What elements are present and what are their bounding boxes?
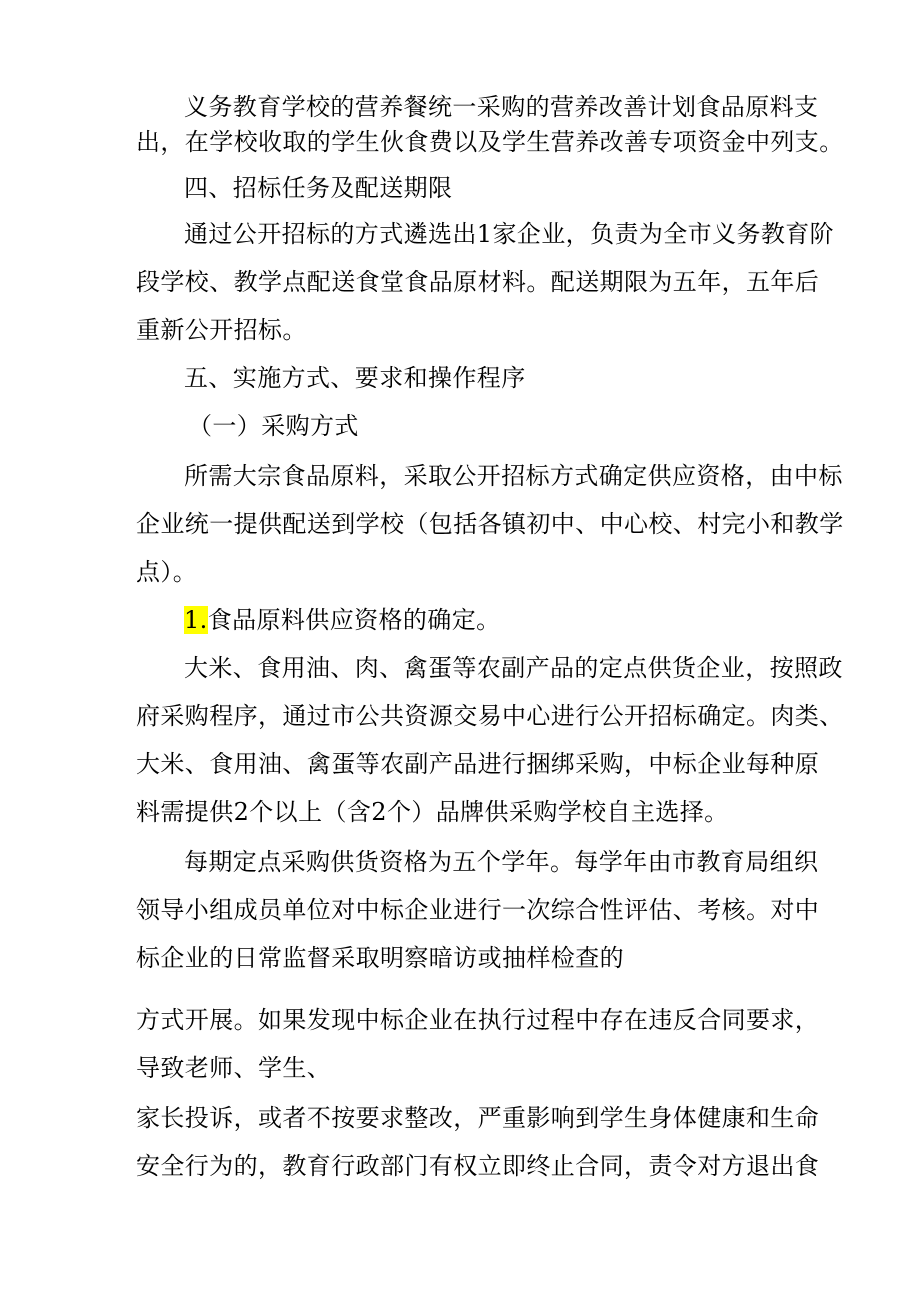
highlighted-number: 1. [184, 606, 208, 634]
paragraph-line: 家长投诉，或者不按要求整改，严重影响到学生身体健康和生命 [136, 1104, 820, 1132]
paragraph-line: 段学校、教学点配送食堂食品原材料。配送期限为五年，五年后 [136, 268, 820, 296]
paragraph-line: 点）。 [136, 558, 198, 586]
paragraph-line: 重新公开招标。 [136, 316, 307, 344]
paragraph-line: 义务教育学校的营养餐统一采购的营养改善计划食品原料支 [184, 93, 819, 121]
paragraph-line: 料需提供2个以上（含2个）品牌供采购学校自主选择。 [136, 798, 729, 826]
item-text: 食品原料供应资格的确定。 [207, 606, 501, 634]
paragraph-line: 通过公开招标的方式遴选出1家企业，负责为全市义务教育阶 [184, 220, 835, 248]
paragraph-line: 出，在学校收取的学生伙食费以及学生营养改善专项资金中列支。 [136, 128, 844, 156]
paragraph-line: 标企业的日常监督采取明察暗访或抽样检查的 [136, 944, 624, 972]
paragraph-line: 企业统一提供配送到学校（包括各镇初中、中心校、村完小和教学 [136, 510, 844, 538]
paragraph-line: 方式开展。如果发现中标企业在执行过程中存在违反合同要求， [136, 1006, 820, 1034]
paragraph-line: 安全行为的，教育行政部门有权立即终止合同，责令对方退出食 [136, 1152, 820, 1180]
paragraph-line: 府采购程序，通过市公共资源交易中心进行公开招标确定。肉类、 [136, 702, 844, 730]
section-heading: 五、实施方式、要求和操作程序 [184, 364, 526, 392]
paragraph-line: 大米、食用油、禽蛋等农副产品进行捆绑采购，中标企业每种原 [136, 750, 820, 778]
subsection-heading: （一）采购方式 [188, 412, 359, 440]
paragraph-line: 导致老师、学生、 [136, 1054, 332, 1082]
paragraph-line: 大米、食用油、肉、禽蛋等农副产品的定点供货企业，按照政 [184, 654, 843, 682]
paragraph-line: 每期定点采购供货资格为五个学年。每学年由市教育局组织 [184, 848, 819, 876]
paragraph-line: 领导小组成员单位对中标企业进行一次综合性评估、考核。对中 [136, 896, 820, 924]
numbered-item [184, 606, 501, 634]
paragraph-line: 所需大宗食品原料，采取公开招标方式确定供应资格，由中标 [184, 462, 843, 490]
section-heading: 四、招标任务及配送期限 [184, 174, 453, 202]
